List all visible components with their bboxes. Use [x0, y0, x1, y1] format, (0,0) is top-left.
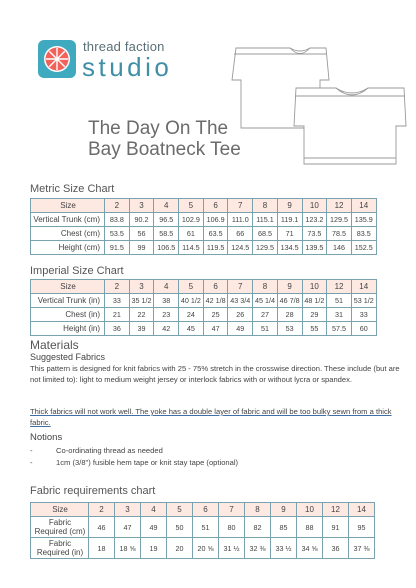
- table-cell: 102.9: [179, 213, 204, 227]
- table-cell: 35 1/2: [129, 294, 154, 308]
- imperial-chart-title: Imperial Size Chart: [30, 265, 124, 277]
- brand-name-top: thread faction: [83, 39, 165, 54]
- table-cell: 28: [277, 308, 302, 322]
- grapefruit-icon: [38, 40, 76, 78]
- table-cell: 96.5: [154, 213, 179, 227]
- header-size-cell: 5: [167, 503, 193, 517]
- row-label: [31, 538, 89, 559]
- table-cell: 20 ⅝: [193, 538, 219, 559]
- row-label-line-2: Required (in): [36, 548, 84, 557]
- table-cell: 25: [203, 308, 228, 322]
- header-size-cell: 6: [203, 280, 228, 294]
- header-size-cell: 4: [141, 503, 167, 517]
- header-size-cell: 7: [228, 199, 253, 213]
- table-cell: 56: [129, 227, 154, 241]
- row-label: Vertical Trunk (cm): [31, 213, 105, 227]
- row-label: Chest (cm): [31, 227, 105, 241]
- table-cell: 51: [253, 322, 278, 336]
- header-size-label: Size: [31, 199, 105, 213]
- table-cell: 45: [179, 322, 204, 336]
- table-cell: 19: [141, 538, 167, 559]
- header-size-cell: 2: [105, 199, 130, 213]
- header-size-cell: 2: [89, 503, 115, 517]
- imperial-size-table: [30, 279, 377, 336]
- notion-text: 1cm (3/8") fusible hem tape or knit stay tape (optional): [56, 458, 239, 467]
- row-label-line-2: Required (cm): [34, 527, 86, 536]
- table-cell: 53: [277, 322, 302, 336]
- tee-illustration: [228, 40, 408, 166]
- materials-heading: Materials: [30, 338, 79, 352]
- table-cell: 45 1/4: [253, 294, 278, 308]
- table-cell: 50: [167, 517, 193, 538]
- table-cell: 73.5: [302, 227, 327, 241]
- table-header-row: [31, 280, 377, 294]
- table-cell: 58.5: [154, 227, 179, 241]
- table-row: [31, 517, 375, 538]
- table-cell: 46: [89, 517, 115, 538]
- table-row: [31, 227, 377, 241]
- table-cell: 36: [323, 538, 349, 559]
- table-cell: 47: [115, 517, 141, 538]
- notions-heading: Notions: [30, 432, 63, 443]
- table-cell: 114.5: [179, 241, 204, 255]
- table-cell: 49: [228, 322, 253, 336]
- table-cell: 71: [277, 227, 302, 241]
- fabric-paragraph: This pattern is designed for knit fabrics with 25 - 75% stretch in the crosswise direction. These include (but are not limited to): light to medium weight jersey or interlock fabrics with or without lycra or spandex.: [30, 364, 400, 384]
- table-cell: 38: [154, 294, 179, 308]
- table-cell: 106.5: [154, 241, 179, 255]
- table-cell: 51: [327, 294, 352, 308]
- table-cell: 85: [271, 517, 297, 538]
- header-size-cell: 10: [302, 280, 327, 294]
- table-cell: 60: [351, 322, 376, 336]
- table-cell: 66: [228, 227, 253, 241]
- header-size-cell: 9: [277, 199, 302, 213]
- table-cell: 34 ⅝: [297, 538, 323, 559]
- table-cell: 20: [167, 538, 193, 559]
- table-cell: 21: [105, 308, 130, 322]
- table-cell: 32 ⅜: [245, 538, 271, 559]
- row-label: Height (in): [31, 322, 105, 336]
- fabric-requirements-table: [30, 502, 375, 559]
- table-cell: 47: [203, 322, 228, 336]
- table-cell: 49: [141, 517, 167, 538]
- header-size-cell: 3: [129, 280, 154, 294]
- notion-item: [30, 458, 238, 467]
- table-cell: 63.5: [203, 227, 228, 241]
- header-size-cell: 9: [277, 280, 302, 294]
- row-label: Vertical Trunk (in): [31, 294, 105, 308]
- table-cell: 119.1: [277, 213, 302, 227]
- table-cell: 123.2: [302, 213, 327, 227]
- table-cell: 27: [253, 308, 278, 322]
- table-cell: 78.5: [327, 227, 352, 241]
- table-header-row: [31, 503, 375, 517]
- table-cell: 115.1: [253, 213, 278, 227]
- header-size-cell: 12: [327, 280, 352, 294]
- table-cell: 33 ½: [271, 538, 297, 559]
- brand-name-bottom: studio: [82, 52, 173, 82]
- header-size-cell: 12: [323, 503, 349, 517]
- table-cell: 124.5: [228, 241, 253, 255]
- header-size-cell: 14: [351, 199, 376, 213]
- table-cell: 39: [129, 322, 154, 336]
- header-size-cell: 3: [115, 503, 141, 517]
- table-row: [31, 241, 377, 255]
- header-size-cell: 12: [327, 199, 352, 213]
- header-size-cell: 5: [179, 199, 204, 213]
- table-cell: 61: [179, 227, 204, 241]
- page-title: [88, 118, 241, 160]
- table-cell: 48 1/2: [302, 294, 327, 308]
- table-cell: 57.5: [327, 322, 352, 336]
- header-size-cell: 14: [349, 503, 375, 517]
- header-size-cell: 9: [271, 503, 297, 517]
- table-cell: 119.5: [203, 241, 228, 255]
- table-cell: 43 3/4: [228, 294, 253, 308]
- table-cell: 29: [302, 308, 327, 322]
- table-cell: 134.5: [277, 241, 302, 255]
- header-size-cell: 5: [179, 280, 204, 294]
- row-label-line-1: Fabric: [48, 518, 72, 527]
- table-cell: 42 1/8: [203, 294, 228, 308]
- notion-item: [30, 446, 163, 455]
- table-row: [31, 308, 377, 322]
- header-size-cell: 8: [253, 199, 278, 213]
- header-size-cell: 4: [154, 199, 179, 213]
- row-label: Height (cm): [31, 241, 105, 255]
- header-size-label: Size: [31, 280, 105, 294]
- table-cell: 90.2: [129, 213, 154, 227]
- table-cell: 68.5: [253, 227, 278, 241]
- table-header-row: [31, 199, 377, 213]
- title-line-1: The Day On The: [88, 118, 229, 139]
- metric-size-table: [30, 198, 377, 255]
- table-cell: 31: [327, 308, 352, 322]
- table-cell: 24: [179, 308, 204, 322]
- table-cell: 18: [89, 538, 115, 559]
- table-cell: 146: [327, 241, 352, 255]
- table-row: [31, 213, 377, 227]
- table-cell: 33: [351, 308, 376, 322]
- table-cell: 129.5: [253, 241, 278, 255]
- table-cell: 31 ½: [219, 538, 245, 559]
- table-cell: 37 ⅜: [349, 538, 375, 559]
- thick-fabric-warning: Thick fabrics will not work well. The yoke has a double layer of fabric and will be too bulky sewn from a thick fabric.: [30, 407, 392, 427]
- metric-chart-title: Metric Size Chart: [30, 183, 115, 195]
- header-size-cell: 2: [105, 280, 130, 294]
- table-cell: 91.5: [105, 241, 130, 255]
- title-line-2: Bay Boatneck Tee: [88, 139, 241, 160]
- table-cell: 53 1/2: [351, 294, 376, 308]
- header-size-cell: 10: [302, 199, 327, 213]
- row-label-line-1: Fabric: [48, 539, 72, 548]
- table-cell: 106.9: [203, 213, 228, 227]
- table-cell: 26: [228, 308, 253, 322]
- header-size-cell: 6: [193, 503, 219, 517]
- table-cell: 42: [154, 322, 179, 336]
- table-cell: 135.9: [351, 213, 376, 227]
- tee-front-view: [294, 88, 406, 164]
- header-size-cell: 14: [351, 280, 376, 294]
- table-cell: 83.5: [351, 227, 376, 241]
- header-size-cell: 4: [154, 280, 179, 294]
- notion-bullet: -: [30, 458, 33, 467]
- header-size-cell: 8: [245, 503, 271, 517]
- table-cell: 139.5: [302, 241, 327, 255]
- table-row: [31, 294, 377, 308]
- table-cell: 53.5: [105, 227, 130, 241]
- table-cell: 55: [302, 322, 327, 336]
- table-cell: 40 1/2: [179, 294, 204, 308]
- materials-subheading: Suggested Fabrics: [30, 352, 106, 362]
- table-cell: 129.5: [327, 213, 352, 227]
- table-cell: 46 7/8: [277, 294, 302, 308]
- header-size-cell: 7: [228, 280, 253, 294]
- table-cell: 111.0: [228, 213, 253, 227]
- header-size-cell: 6: [203, 199, 228, 213]
- table-cell: 22: [129, 308, 154, 322]
- row-label: [31, 517, 89, 538]
- table-cell: 36: [105, 322, 130, 336]
- table-cell: 83.8: [105, 213, 130, 227]
- table-cell: 80: [219, 517, 245, 538]
- header-size-cell: 8: [253, 280, 278, 294]
- header-size-cell: 3: [129, 199, 154, 213]
- header-size-label: Size: [31, 503, 89, 517]
- header-size-cell: 10: [297, 503, 323, 517]
- notion-text: Co-ordinating thread as needed: [56, 446, 163, 455]
- table-cell: 91: [323, 517, 349, 538]
- table-cell: 99: [129, 241, 154, 255]
- table-cell: 95: [349, 517, 375, 538]
- table-row: [31, 538, 375, 559]
- table-cell: 18 ⅝: [115, 538, 141, 559]
- notion-bullet: -: [30, 446, 33, 455]
- table-cell: 82: [245, 517, 271, 538]
- table-cell: 152.5: [351, 241, 376, 255]
- brand-logo: [38, 38, 198, 82]
- table-cell: 33: [105, 294, 130, 308]
- header-size-cell: 7: [219, 503, 245, 517]
- table-row: [31, 322, 377, 336]
- table-cell: 51: [193, 517, 219, 538]
- row-label: Chest (in): [31, 308, 105, 322]
- table-cell: 23: [154, 308, 179, 322]
- fabric-chart-title: Fabric requirements chart: [30, 485, 156, 497]
- table-cell: 88: [297, 517, 323, 538]
